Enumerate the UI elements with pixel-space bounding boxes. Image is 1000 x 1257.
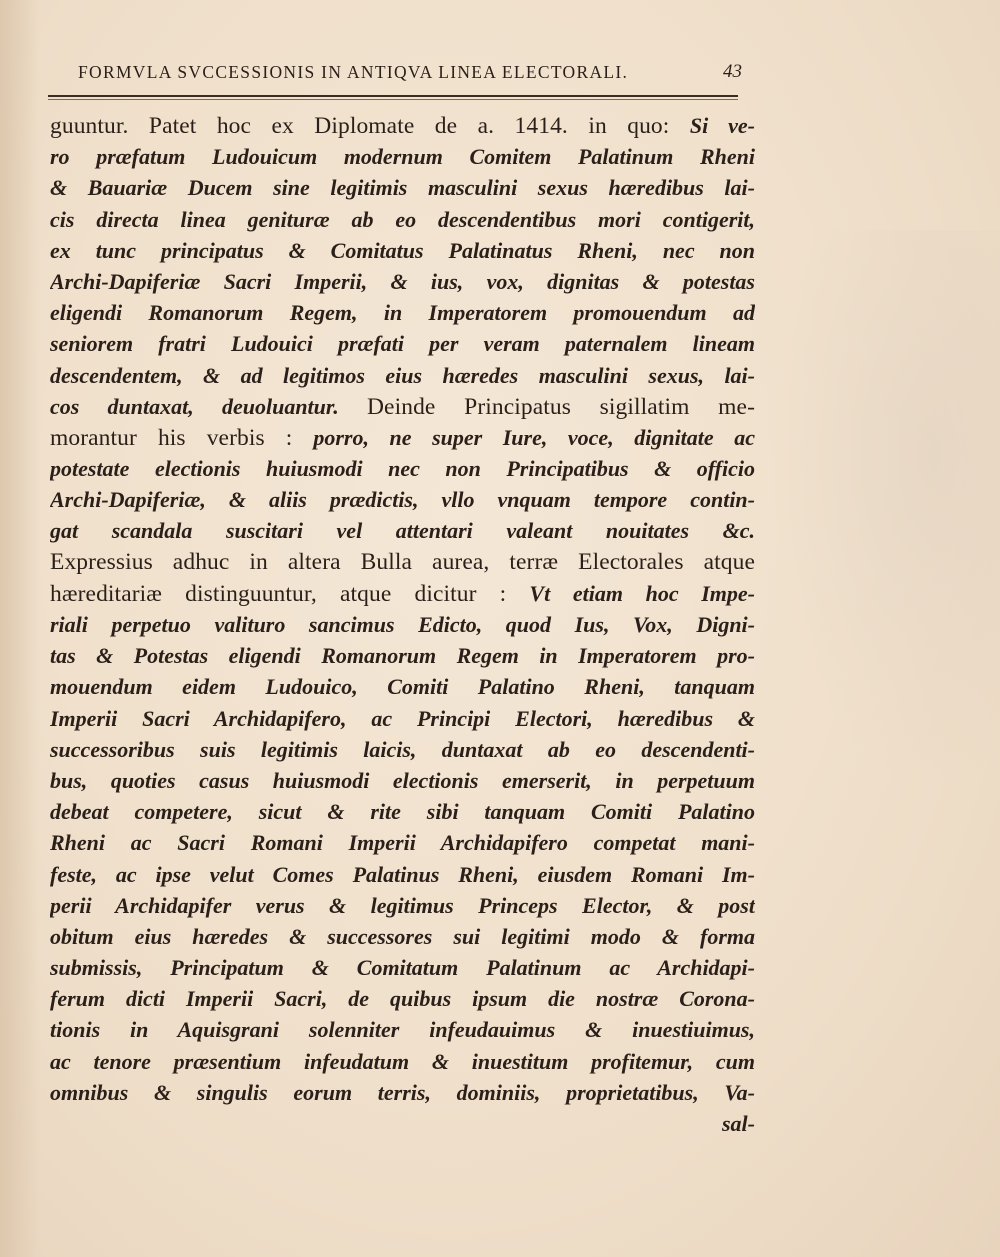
header-rule-thin <box>48 99 738 100</box>
page-gutter-shadow <box>0 0 40 1257</box>
italic-quote-segment: porro, ne super Iure, voce, dignitate ac <box>313 424 755 450</box>
text-line <box>50 266 755 297</box>
text-line <box>50 734 755 765</box>
italic-quote-segment: Si ve- <box>689 113 755 138</box>
text-line <box>50 952 755 983</box>
italic-quote-segment: ferum dicti Imperii Sacri, de quibus ipsum die nostræ Corona- <box>50 986 755 1012</box>
text-line <box>50 578 755 609</box>
text-line <box>50 921 755 952</box>
text-line <box>50 547 755 578</box>
italic-quote-segment: Archi-Dapiferiæ, & aliis prædictis, vllo vnquam tempore contin- <box>50 487 755 513</box>
text-line <box>50 453 755 484</box>
italic-quote-segment: obitum eius hæredes & successores sui legitimi modo & forma <box>50 923 755 949</box>
text-line <box>50 297 755 328</box>
header-rule <box>48 95 738 97</box>
italic-quote-segment: cos duntaxat, deuoluantur. <box>50 393 367 419</box>
italic-quote-segment: & Bauariæ Ducem sine legitimis masculini sexus hæredibus lai- <box>50 175 755 201</box>
roman-text-segment: Expressius adhuc in altera Bulla aurea, terræ Electorales atque <box>50 548 755 575</box>
text-line <box>50 827 755 858</box>
italic-quote-segment: feste, ac ipse velut Comes Palatinus Rheni, eiusdem Romani Im- <box>50 861 755 887</box>
italic-quote-segment: Vt etiam hoc Impe- <box>529 580 755 606</box>
italic-quote-segment: ex tunc principatus & Comitatus Palatinatus Rheni, nec non <box>50 237 755 263</box>
roman-text-segment: Deinde Principatus sigillatim me- <box>366 393 755 420</box>
italic-quote-segment: tionis in Aquisgrani solenniter infeudauimus & inuestiuimus, <box>50 1017 755 1043</box>
italic-quote-segment: descendentem, & ad legitimos eius hæredes masculini sexus, lai- <box>50 362 755 388</box>
italic-quote-segment: omnibus & singulis eorum terris, dominiis, proprietatibus, Va- <box>50 1079 755 1105</box>
text-line <box>50 1077 755 1108</box>
text-line <box>50 360 755 391</box>
text-line <box>50 765 755 796</box>
text-line <box>50 703 755 734</box>
text-line <box>50 422 755 453</box>
text-line <box>50 391 755 422</box>
text-line <box>50 141 755 172</box>
italic-quote-segment: seniorem fratri Ludouici præfati per veram paternalem lineam <box>50 331 755 357</box>
catchword <box>50 1108 755 1139</box>
text-line <box>50 859 755 890</box>
paper-stain <box>770 230 1000 790</box>
italic-quote-segment: cis directa linea genituræ ab eo descendentibus mori contigerit, <box>50 206 755 232</box>
italic-quote-segment: tas & Potestas eligendi Romanorum Regem in Imperatorem pro- <box>50 643 755 669</box>
italic-quote-segment: potestate electionis huiusmodi nec non Principatibus & officio <box>50 456 755 482</box>
italic-quote-segment: riali perpetuo valituro sancimus Edicto, quod Ius, Vox, Digni- <box>50 612 755 637</box>
italic-quote-segment: mouendum eidem Ludouico, Comiti Palatino Rheni, tanquam <box>50 674 755 700</box>
text-line <box>50 640 755 671</box>
italic-quote-segment: successoribus suis legitimis laicis, duntaxat ab eo descendenti- <box>50 736 755 762</box>
italic-quote-segment: Archi-Dapiferiæ Sacri Imperii, & ius, vox, dignitas & potestas <box>50 268 755 294</box>
italic-quote-segment: Imperii Sacri Archidapifero, ac Principi Electori, hæredibus & <box>50 705 755 731</box>
roman-text-segment: guuntur. Patet hoc ex Diplomate de a. 1414. in quo: <box>50 113 690 139</box>
text-line <box>50 671 755 702</box>
italic-quote-segment: Rheni ac Sacri Romani Imperii Archidapifero competat mani- <box>50 830 755 856</box>
italic-quote-segment: eligendi Romanorum Regem, in Imperatorem promouendum ad <box>50 300 755 326</box>
italic-quote-segment: debeat competere, sicut & rite sibi tanquam Comiti Palatino <box>50 799 755 825</box>
text-line <box>50 235 755 266</box>
text-line <box>50 983 755 1014</box>
text-line <box>50 1046 755 1077</box>
italic-quote-segment: gat scandala suscitari vel attentari valeant nouitates &c. <box>50 518 755 544</box>
page-number: 43 <box>723 61 742 82</box>
text-line <box>50 796 755 827</box>
italic-quote-segment: submissis, Principatum & Comitatum Palatinum ac Archidapi- <box>50 955 755 981</box>
roman-text-segment: hæreditariæ distinguuntur, atque dicitur : <box>50 580 530 607</box>
text-line <box>50 484 755 515</box>
roman-text-segment: morantur his verbis : <box>50 424 314 451</box>
italic-quote-segment: ro præfatum Ludouicum modernum Comitem Palatinum Rheni <box>50 144 755 170</box>
italic-quote-segment: perii Archidapifer verus & legitimus Princeps Elector, & post <box>50 892 755 918</box>
text-line <box>50 609 755 640</box>
running-title: FORMVLA SVCCESSIONIS IN ANTIQVA LINEA ELECTORALI. <box>78 62 629 82</box>
page-text <box>50 110 755 1139</box>
text-line <box>50 1014 755 1045</box>
text-line <box>50 172 755 203</box>
italic-quote-segment: bus, quoties casus huiusmodi electionis emerserit, in perpetuum <box>50 767 755 793</box>
text-line <box>50 890 755 921</box>
running-header <box>60 60 750 90</box>
text-line <box>50 204 755 235</box>
catchword-text: sal- <box>722 1111 755 1136</box>
text-line <box>50 110 755 141</box>
text-line <box>50 328 755 359</box>
text-line <box>50 515 755 546</box>
italic-quote-segment: ac tenore præsentium infeudatum & inuestitum profitemur, cum <box>50 1048 755 1074</box>
